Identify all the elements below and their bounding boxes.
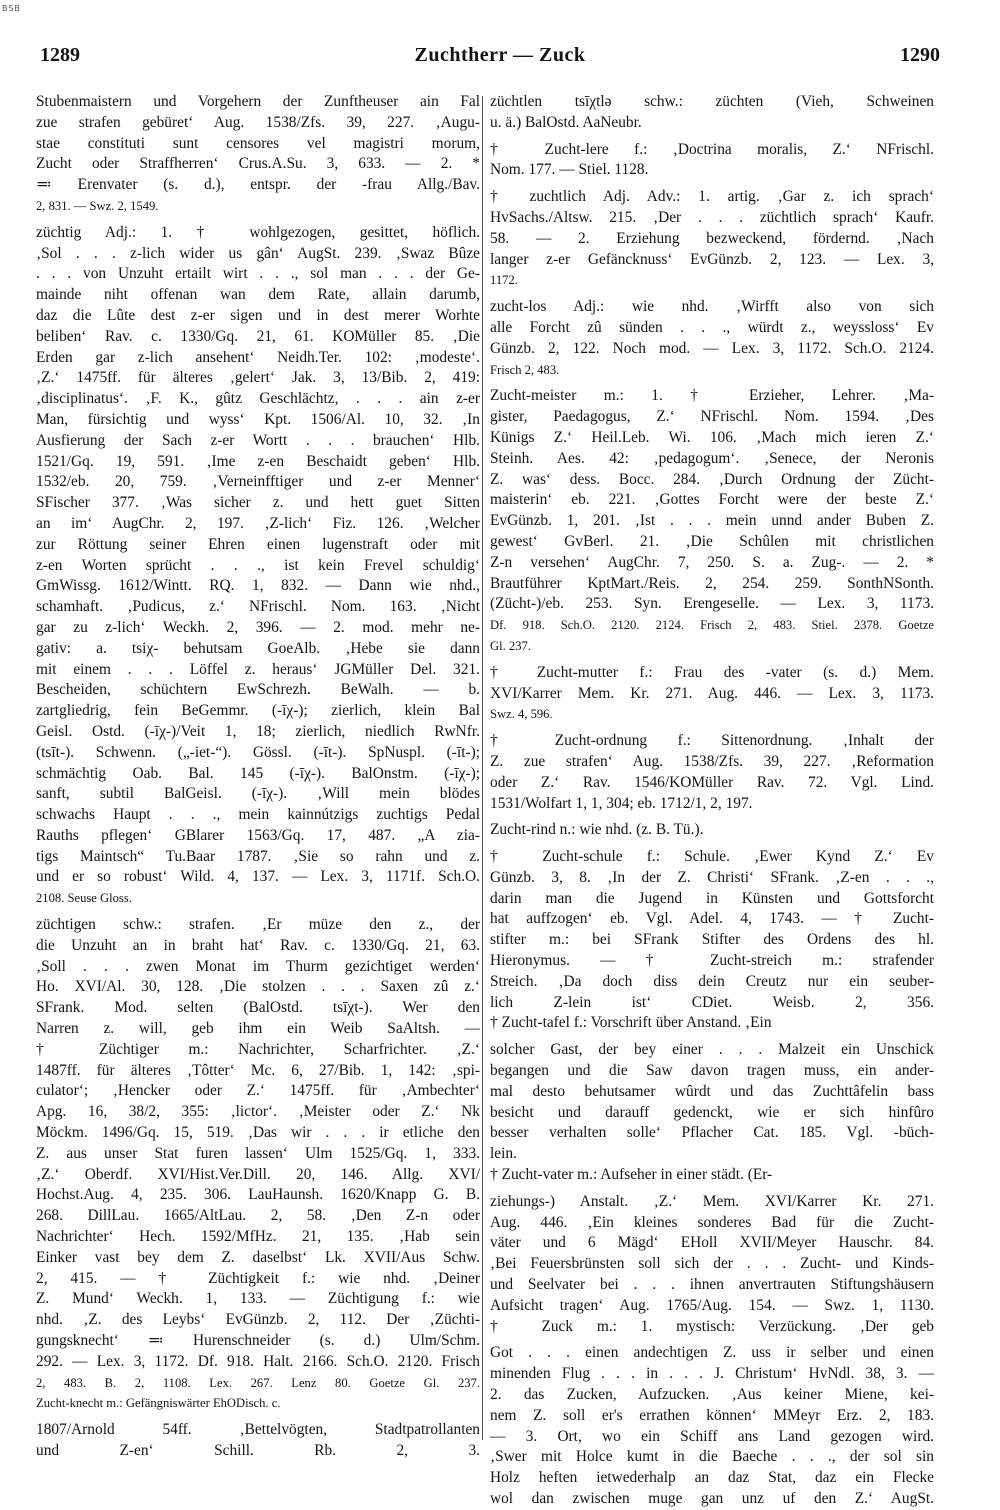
running-head: Zuchtherr — Zuck [414, 44, 586, 66]
text-line: † Zucht-ordnung f.: Sittenordnung. ‚Inhalt der [490, 732, 934, 750]
text-line: Z. aus unser Stat furen lassen‘ Ulm 1525/Gq. 1, 333. [36, 1144, 480, 1162]
text-line: zartgliedrig, fein BeGemmr. (-īχ-); zierlich, klein Bal [36, 702, 480, 720]
column-divider [482, 96, 483, 1440]
text-line: an im‘ AugChr. 2, 197. ‚Z-lich‘ Fiz. 126. ‚Welcher [36, 514, 480, 532]
text-line: Frisch 2, 483. [490, 362, 560, 377]
text-line: Aug. 446. ‚Ein kleines sonderes Bad für die Zucht- [490, 1213, 934, 1231]
text-line: † Zucht-lere f.: ‚Doctrina moralis, Z.‘ NFrischl. [490, 140, 934, 158]
text-line: und er so robust‘ Wild. 4, 137. — Lex. 3, 1171f. Sch.O. [36, 868, 480, 886]
text-line: EvGünzb. 1, 201. ‚Ist . . . mein unnd ander Buben Z. [490, 512, 934, 530]
text-line: ‚Soll . . . zwen Monat im Thurm gezichtiget werden‘ [36, 957, 480, 975]
text-line: zur Röttung seiner Ehren einen lugenstraft oder mit [36, 535, 480, 553]
text-line: HvSachs./Altsw. 215. ‚Der . . . züchtlich sprach‘ Kaufr. [490, 208, 934, 226]
text-line: Möckm. 1496/Gq. 15, 519. ‚Das wir . . . ir etliche den [36, 1124, 480, 1142]
right-column [490, 92, 934, 1510]
text-line: 2108. Seuse Gloss. [36, 891, 132, 906]
text-line: Got . . . einen andechtigen Z. uss ir selber und einen [490, 1344, 934, 1362]
text-line: † Zucht-mutter f.: Frau des -vater (s. d.) Mem. [490, 663, 934, 681]
text-line: † Zucht-tafel f.: Vorschrift über Anstand. ‚Ein [490, 1014, 772, 1032]
text-line: stifter m.: bei SFrank Stifter des Ordens des hl. [490, 931, 934, 949]
text-line: 2, 415. — † Züchtigkeit f.: wie nhd. ‚Deiner [36, 1269, 480, 1287]
text-line: Brautführer KptMart./Reis. 2, 254. 259. SonthNSonth. [490, 574, 934, 592]
text-line: Man, fürsichtig und wyss‘ Kpt. 1506/Al. 10, 32. ‚In [36, 410, 480, 428]
text-line: Z. was‘ dess. Bocc. 284. ‚Durch Ordnung der Zücht- [490, 470, 934, 488]
text-line: mit einem . . . Löffel z. heraus‘ JGMüller Del. 321. [36, 660, 480, 678]
text-line: Apg. 16, 38/2, 355: ‚lictor‘. ‚Meister oder Z.‘ Nk [36, 1103, 480, 1121]
text-line: zue strafen gebüret‘ Aug. 1538/Zfs. 39, 227. ‚Augu- [36, 113, 480, 131]
text-line: 2, 831. — Swz. 2, 1549. [36, 198, 159, 213]
text-line: Hieronymus. — † Zucht-streich m.: strafender [490, 952, 934, 970]
text-line: maisterin‘ eb. 221. ‚Gottes Forcht were der beste Z.‘ [490, 491, 934, 509]
text-line: schamhaft. ‚Pudicus, z.‘ NFrischl. Nom. 163. ‚Nicht [36, 598, 480, 616]
text-line: Günzb. 2, 122. Noch mod. — Lex. 3, 1172. Sch.O. 2124. [490, 339, 934, 357]
text-line: besser verhalten solle‘ Pflacher Cat. 185. Vgl. -büch- [490, 1124, 934, 1142]
text-line: † Züchtiger m.: Nachrichter, Scharfrichter. ‚Z.‘ [36, 1040, 480, 1058]
text-line: SFischer 377. ‚Was sicher z. und hett guet Sitten [36, 494, 480, 512]
text-line: Erden gar z-lich ansehent‘ Neidh.Ter. 102: ‚modeste‘. [36, 348, 480, 366]
text-line: Günzb. 3, 8. ‚In der Z. Christi‘ SFrank. ‚Z-en . . ., [490, 868, 934, 886]
text-line: z-en Worten sprücht . . ., ist kein Frevel schuldig‘ [36, 556, 480, 574]
text-line: züchtig Adj.: 1. † wohlgezogen, gesittet, höflich. [36, 223, 480, 241]
text-line: sanft, subtil BalGeisl. (-īχ-). ‚Will mein blödes [36, 785, 480, 803]
text-line: besicht und darauff gedenckt, wie er sich hinfûro [490, 1103, 934, 1121]
text-line: zucht-los Adj.: wie nhd. ‚Wirfft also von sich [490, 298, 934, 316]
text-line: und Z-en‘ Schill. Rb. 2, 3. [36, 1442, 480, 1459]
text-line: 1521/Gq. 19, 591. ‚Ime z-en Beschaidt geben‘ Hlb. [36, 452, 480, 470]
text-line: — 3. Ort, wo ein Schiff ans Land gezogen wird. [490, 1427, 934, 1445]
text-line: daz die Lûte dest z-er sigen und in dest merer Worhte [36, 306, 480, 324]
text-line: ≕ Erenvater (s. d.), entspr. der -frau Allg./Bav. [36, 176, 480, 194]
text-line: schwachs Haupt . . ., mein kainnútzigs zuchtigs Pedal [36, 806, 480, 824]
text-line: gister, Paedagogus, Z.‘ NFrischl. Nom. 1594. ‚Des [490, 408, 934, 426]
text-line: Zucht oder Straffherren‘ Crus.A.Su. 3, 633. — 2. * [36, 155, 480, 173]
page-header [36, 44, 964, 72]
text-line: wol dan zwischen muge gan unz uf den Z.‘ AugSt. [490, 1490, 934, 1507]
text-line: ‚Swer mit Holce kumt in die Baeche . . ., der sol sin [490, 1448, 934, 1466]
text-line: † Zuck m.: 1. mystisch: Verzückung. ‚Der geb [490, 1317, 934, 1335]
text-line: Holz heften ietwederhalp an daz Stat, daz ein Flecke [490, 1469, 934, 1487]
text-line: 1487ff. für älteres ‚Tôtter‘ Mc. 6, 27/Bib. 1, 142: ‚spi- [36, 1061, 480, 1079]
text-line: Hochst.Aug. 4, 235. 306. LauHaunsh. 1620/Knapp G. B. [36, 1186, 480, 1204]
text-line: 1172. [490, 273, 518, 288]
text-line: nhd. ‚Z. des Leybs‘ EvGünzb. 2, 112. Der ‚Züchti- [36, 1311, 480, 1329]
text-line: Stubenmaistern und Vorgehern der Zunftheuser ain Fal [36, 93, 480, 110]
text-line: Streich. ‚Da doch diss dein Creutz nur ein seuber- [490, 972, 934, 990]
text-line: ‚Z.‘ 1475ff. für älteres ‚gelert‘ Jak. 3, 13/Bib. 2, 419: [36, 369, 480, 387]
text-line: † Zucht-vater m.: Aufseher in einer städt. (Er- [490, 1166, 773, 1184]
page-number-right: 1290 [900, 44, 940, 66]
text-line: Ho. XVI/Al. 30, 128. ‚Die stolzen . . . Saxen zû z.‘ [36, 978, 480, 996]
text-line: Aufsicht tragen‘ Aug. 1765/Aug. 154. — Swz. 1, 1130. [490, 1296, 934, 1314]
text-line: langer z-er Gefäncknuss‘ EvGünzb. 2, 123. — Lex. 3, [490, 250, 934, 268]
text-line: mal desto behutsamer wûrdt und das Zuchttâfelin bass [490, 1082, 934, 1100]
text-line: beliben‘ Rav. c. 1330/Gq. 21, 61. KOMüller 85. ‚Die [36, 327, 480, 345]
text-line: väter und 6 Mägd‘ EHoll XVII/Meyer Hauschr. 84. [490, 1234, 934, 1252]
text-line: Df. 918. Sch.O. 2120. 2124. Frisch 2, 483. Stiel. 2378. Goetze [490, 618, 934, 633]
text-line: 1532/eb. 20, 759. ‚Verneinfftiger und z-er Menner‘ [36, 473, 480, 491]
text-line: mainde niht offenan wan dem Rate, allain darumb, [36, 286, 480, 304]
text-line: 268. DillLau. 1665/AltLau. 2, 58. ‚Den Z-n oder [36, 1207, 480, 1225]
page-number-left: 1289 [40, 44, 80, 66]
text-line: gar zu z-lich‘ Weckh. 2, 396. — 2. mod. mehr ne- [36, 618, 480, 636]
text-line: Zucht-meister m.: 1. † Erzieher, Lehrer. ‚Ma- [490, 387, 934, 405]
text-line: züchtlen tsīχtlə schw.: züchten (Vieh, Schweinen [490, 93, 934, 110]
text-line: züchtigen schw.: strafen. ‚Er müze den z., der [36, 916, 480, 934]
text-line: Narren z. will, geb ihm ein Weib SaAltsh. — [36, 1020, 480, 1038]
text-line: und Seelvater bei . . . ihnen anvertrauten Stiftungshäusern [490, 1276, 934, 1294]
text-line: gativ: a. tsiχ- behutsam GoeAlb. ‚Hebe sie dann [36, 639, 480, 657]
text-line: . . . von Unzuht ertailt wirt . . ., sol man . . . der Ge- [36, 265, 480, 283]
text-line: tigs Maintsch“ Tu.Baar 1787. ‚Sie so rahn und z. [36, 847, 480, 865]
text-line: nem Z. soll er's errathen können‘ MMeyr Erz. 2, 183. [490, 1406, 934, 1424]
text-line: Gl. 237. [490, 638, 531, 653]
text-line: (Zücht-)/eb. 253. Syn. Erengeselle. — Lex. 3, 1173. [490, 595, 934, 613]
text-line: oder Z.‘ Rav. 1546/KOMüller Rav. 72. Vgl. Lind. [490, 773, 934, 791]
text-line: 2, 483. B. 2, 1108. Lex. 267. Lenz 80. Goetze Gl. 237. [36, 1375, 480, 1390]
text-line: Nachrichter‘ Hech. 1592/MfHz. 21, 135. ‚Hab sein [36, 1228, 480, 1246]
text-line: Zucht-knecht m.: Gefängniswärter EhODisch. c. [36, 1396, 281, 1411]
text-line: ‚disciplinatus‘. ‚F. K., gûtz Geschlächtz, . . . ain z-er [36, 390, 480, 408]
text-line: gungsknecht‘ ≕ Hurenschneider (s. d.) Ulm/Schm. [36, 1332, 480, 1350]
text-line: lich Z-lein ist‘ CDiet. Weisb. 2, 356. [490, 993, 934, 1011]
left-column [36, 92, 480, 1462]
text-line: Steinh. Aes. 42: ‚pedagogum‘. ‚Senece, der Neronis [490, 449, 934, 467]
text-line: Künigs Z.‘ Heil.Leb. Wi. 106. ‚Mach mich ieren Z.‘ [490, 428, 934, 446]
text-line: ziehungs-) Anstalt. ‚Z.‘ Mem. XVI/Karrer Kr. 271. [490, 1192, 934, 1210]
text-line: alle Forcht zû sünden . . ., würdt z., weyssloss‘ Ev [490, 318, 934, 336]
text-line: 1531/Wolfart 1, 1, 304; eb. 1712/1, 2, 197. [490, 794, 753, 812]
text-line: † Zucht-schule f.: Schule. ‚Ewer Kynd Z.‘ Ev [490, 848, 934, 866]
text-line: hat auffzogen‘ eb. Vgl. Adel. 4, 1743. — † Zucht- [490, 910, 934, 928]
library-stamp: BSB [2, 4, 21, 13]
text-line: die Unzuht an in braht hat‘ Rav. c. 1330/Gq. 21, 63. [36, 936, 480, 954]
text-line: ‚Bei Feuersbrünsten soll sich der . . . Zucht- und Kinds- [490, 1255, 934, 1273]
text-line: 58. — 2. Erziehung bezweckend, fördernd. ‚Nach [490, 229, 934, 247]
text-line: Geisl. Ostd. (-īχ-)/Veit 1, 18; zierlich, niedlich RwNfr. [36, 722, 480, 740]
text-line: SFrank. Mod. selten (BalOstd. tsīχt-). Wer den [36, 999, 480, 1017]
text-line: XVI/Karrer Mem. Kr. 271. Aug. 446. — Lex. 3, 1173. [490, 684, 934, 702]
text-line: gewest‘ GvBerl. 21. ‚Die Schûlen mit christlichen [490, 532, 934, 550]
text-line: 2. das Zucken, Aufzucken. ‚Aus keiner Miene, kei- [490, 1386, 934, 1404]
text-line: begangen und die Saw davon tragen muss, ein ander- [490, 1062, 934, 1080]
text-line: Rauths pflegen‘ GBlarer 1563/Gq. 17, 487. „A zia- [36, 826, 480, 844]
text-line: ‚Z.‘ Oberdf. XVI/Hist.Ver.Dill. 20, 146. Allg. XVI/ [36, 1165, 480, 1183]
text-line: Swz. 4, 596. [490, 707, 553, 722]
text-line: ‚Sol . . . z-lich wider us gân‘ AugSt. 239. ‚Swaz Bûze [36, 244, 480, 262]
text-line: 292. — Lex. 3, 1172. Df. 918. Halt. 2166. Sch.O. 2120. Frisch [36, 1352, 480, 1370]
text-line: Z. Mund‘ Weckh. 1, 133. — Züchtigung f.: wie [36, 1290, 480, 1308]
text-line: darin man die Jugend in Künsten und Gottsforcht [490, 889, 934, 907]
text-line: Einker vast bey dem Z. daselbst‘ Lk. XVII/Aus Schw. [36, 1248, 480, 1266]
text-line: lein. [490, 1145, 517, 1163]
text-line: schmächtig Oab. Bal. 145 (-īχ-). BalOnstm. (-īχ-); [36, 764, 480, 782]
text-line: Z-n versehen‘ AugChr. 7, 250. S. a. Zug-. — 2. * [490, 553, 934, 571]
text-line: solcher Gast, der bey einer . . . Malzeit ein Unschick [490, 1041, 934, 1059]
text-line: Nom. 177. — Stiel. 1128. [490, 161, 649, 179]
text-line: (tsīt-). Schwenn. („-iet-“). Gössl. (-īt-). SpNuspl. (-īt-); [36, 743, 480, 761]
text-line: u. ä.) BalOstd. AaNeubr. [490, 113, 642, 131]
text-line: GmWissg. 1612/Wintt. RQ. 1, 832. — Dann wie nhd., [36, 577, 480, 595]
text-line: Z. zue strafen‘ Aug. 1538/Zfs. 39, 227. ‚Reformation [490, 752, 934, 770]
text-line: † zuchtlich Adj. Adv.: 1. artig. ‚Gar z. ich sprach‘ [490, 188, 934, 206]
text-line: 1807/Arnold 54ff. ‚Bettelvögten, Stadtpatrollanten [36, 1421, 480, 1439]
text-line: Bescheiden, schüchtern EwSchrezh. BeWalh. — b. [36, 681, 480, 699]
text-line: Zucht-rind n.: wie nhd. (z. B. Tü.). [490, 821, 704, 839]
text-line: minenden Flug . . . in . . . J. Christum‘ HvNdl. 38, 3. — [490, 1365, 934, 1383]
text-line: Ausfierung der Sach z-er Wortt . . . brauchen‘ Hlb. [36, 431, 480, 449]
text-line: stae constituti sunt censores vel magistri morum, [36, 134, 480, 152]
text-line: culator‘; ‚Hencker oder Z.‘ 1475ff. für ‚Ambechter‘ [36, 1082, 480, 1100]
